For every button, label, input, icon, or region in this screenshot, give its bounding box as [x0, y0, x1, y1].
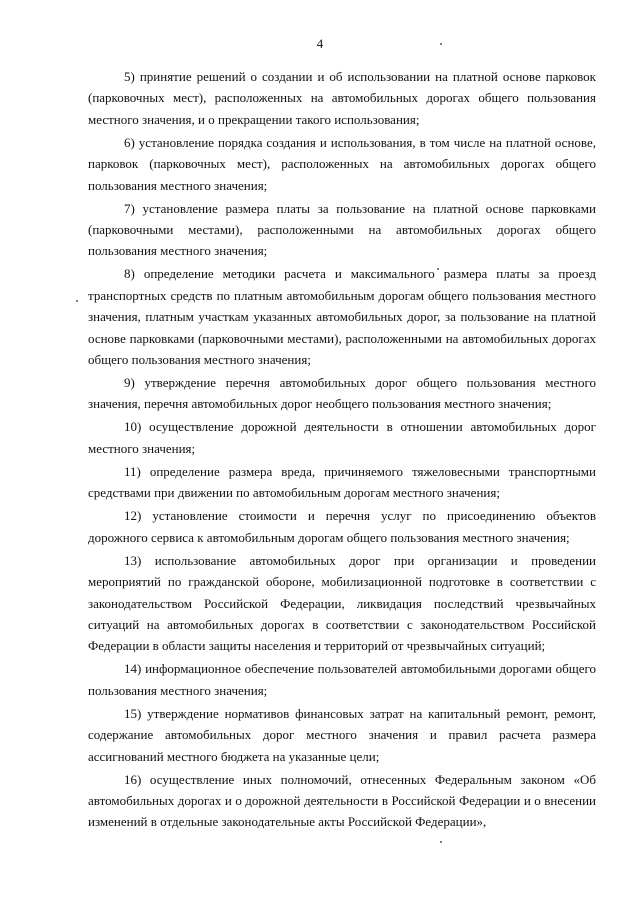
list-item-7: 7) установление размера платы за пользование на платной основе парковками (парковочными местами), расположенными на автомобильных дорогах общего пользования местного значения; — [88, 200, 596, 259]
list-item-10: 10) осуществление дорожной деятельности в отношении автомобильных дорог местного значения; — [88, 419, 596, 456]
list-item-14: 14) информационное обеспечение пользователей автомобильными дорогами общего пользования местного значения; — [88, 661, 596, 698]
document-body — [88, 66, 596, 834]
list-item-12: 12) установление стоимости и перечня услуг по присоединению объектов дорожного сервиса к автомобильным дорогам общего пользования местного значения; — [88, 508, 596, 545]
list-item-5: 5) принятие решений о создании и об использовании на платной основе парковок (парковочных мест), расположенных на автомобильных дорогах общего пользования местного значения, и о прекращении такого использования; — [88, 69, 596, 127]
list-item-15: 15) утверждение нормативов финансовых затрат на капитальный ремонт, ремонт, содержание автомобильных дорог местного значения и правил расчета размера ассигнований местного бюджета на указанные цели; — [88, 705, 596, 764]
scan-speck — [76, 300, 78, 302]
list-item-8: 8) определение методики расчета и максимального размера платы за проезд транспортных средств по платным автомобильным дорогам общего пользования местного значения, платным участкам указанных автомобильных дорог, за пользование на платной основе парковками (парковочными местами), расположенными на автомобильных дорогах общего пользования местного значения; — [88, 266, 596, 368]
list-item-6: 6) установление порядка создания и использования, в том числе на платной основе, парковок (парковочных мест), расположенных на автомобильных дорогах общего пользования местного значения; — [88, 134, 596, 193]
scan-speck — [440, 841, 442, 843]
list-item-13: 13) использование автомобильных дорог при организации и проведении мероприятий по гражданской обороне, мобилизационной подготовке в соответствии с законодательством Российской Федерации, ликвидация последствий чрезвычайных ситуаций на автомобильных дорогах в соответствии с законодательством Российской Федерации в области защиты населения и территорий от чрезвычайных ситуаций; — [88, 552, 596, 654]
page-number: 4 — [316, 36, 324, 51]
list-item-9: 9) утверждение перечня автомобильных дорог общего пользования местного значения, перечня автомобильных дорог необщего пользования местного значения; — [88, 375, 596, 412]
list-item-16: 16) осуществление иных полномочий, отнесенных Федеральным законом «Об автомобильных дорогах и о дорожной деятельности в Российской Федерации и о внесении изменений в отдельные законодательные акты Российской Федерации», — [88, 771, 596, 830]
list-item-11: 11) определение размера вреда, причиняемого тяжеловесными транспортными средствами при движении по автомобильным дорогам местного значения; — [88, 463, 596, 501]
scan-speck — [440, 43, 442, 45]
